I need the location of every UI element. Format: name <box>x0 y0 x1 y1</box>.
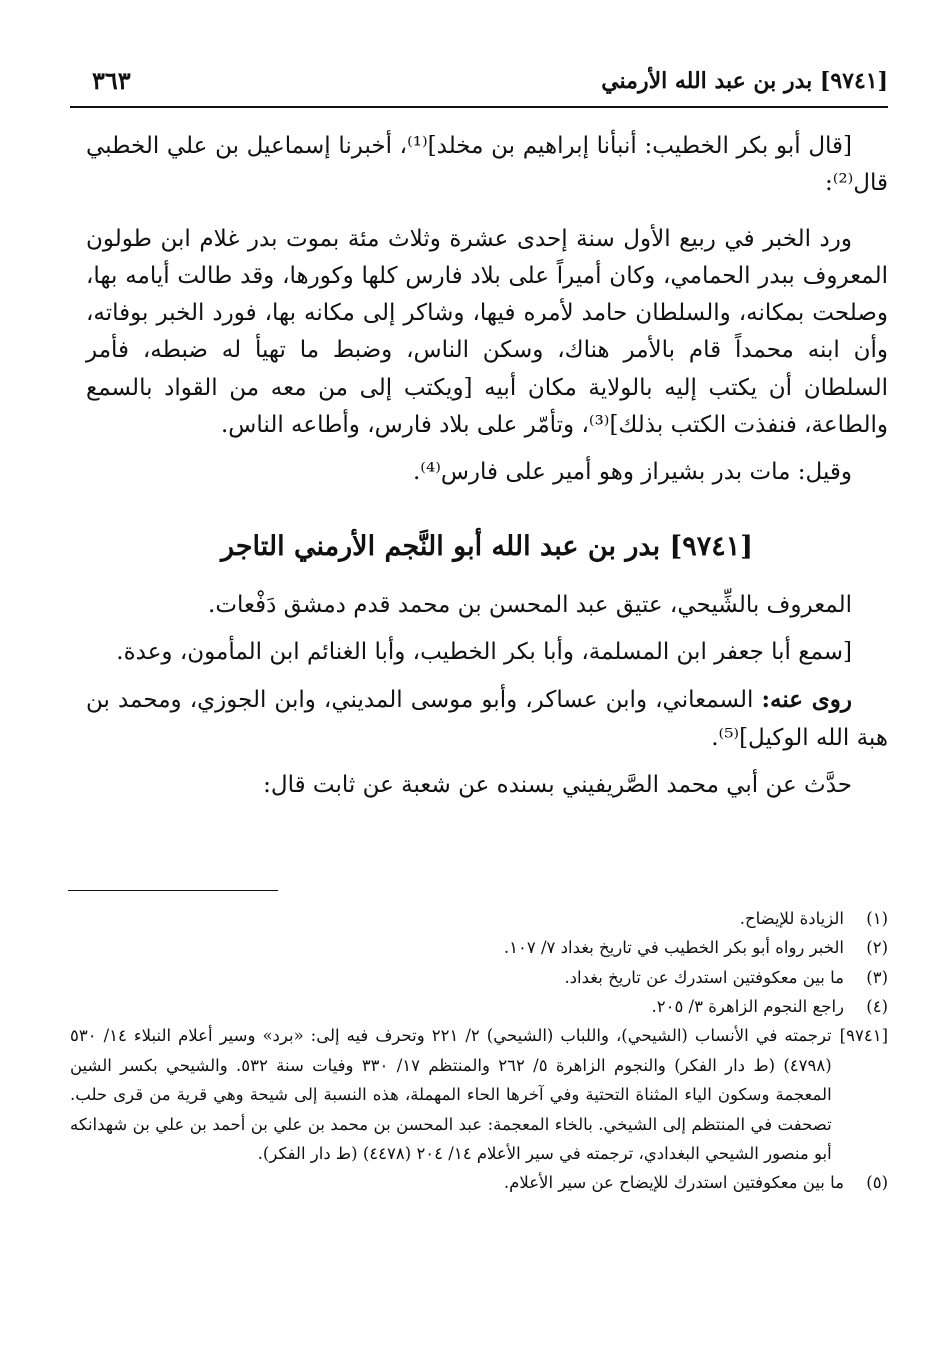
footnote-entry-id: [٩٧٤١] <box>839 1026 888 1046</box>
paragraph-khatib-isnad: [قال أبو بكر الخطيب: أنبأنا إبراهيم بن مخلد]⁽¹⁾، أخبرنا إسماعيل بن علي الخطبي قال⁽²⁾: <box>86 133 888 197</box>
paragraph-shiraz: وقيل: مات بدر بشيراز وهو أمير على فارس⁽⁴⁾. <box>413 459 852 485</box>
footnote-rule <box>68 890 278 891</box>
footnote-number: (٤) <box>866 997 888 1017</box>
footnote-number: (٣) <box>866 967 888 987</box>
running-header <box>70 64 888 108</box>
footnote-text: ما بين معكوفتين استدرك للإيضاح عن سير الأعلام. <box>503 1173 844 1193</box>
paragraph-heard-from: [سمع أبا جعفر ابن المسلمة، وأبا بكر الخطيب، وأبا الغنائم ابن المأمون، وعدة. <box>116 639 852 666</box>
narrated-by-text: السمعاني، وابن عساكر، وأبو موسى المديني، وابن الجوزي، ومحمد بن هبة الله الوكيل]⁽⁵⁾. <box>86 687 888 751</box>
entry-title: [٩٧٤١] بدر بن عبد الله أبو النَّجم الأرمني التاجر <box>220 531 754 563</box>
narrated-by-label: روى عنه: <box>761 686 852 714</box>
footnote-5 <box>70 1168 888 1197</box>
footnote-2 <box>70 933 888 962</box>
footnote-entry-9741 <box>70 1021 888 1168</box>
page-number: ٣٦٣ <box>92 66 131 95</box>
running-title: [٩٧٤١] بدر بن عبد الله الأرمني <box>601 68 888 94</box>
paragraph-known-as: المعروف بالشِّيحي، عتيق عبد المحسن بن محمد قدم دمشق دَفْعات. <box>208 591 852 618</box>
footnote-text: ترجمته في الأنساب (الشيحي)، واللباب (الشيحي) ٢/ ٢٢١ وتحرف فيه إلى: «برد» وسير أعلام النبلاء ١٤/ ٥٣٠ (٤٧٩٨) (ط دار الفكر) والنجوم الزاهرة ٥/ ٢٦٢ والمنتظم ١٧/ ٣٣٠ وفيات سنة ٥٣٢. والشيحي بكسر الشين المعجمة وسكون الياء المثناة التحتية وفي آخرها الحاء المهملة، هذه النسبة إلى شيحة وهي قرية من قرى حلب. تصحفت في المنتظم إلى الشيخي. بالخاء المعجمة: عبد المحسن بن محمد بن علي بن أحمد بن علي بن شهدانكه أبو منصور الشيحي البغدادي، ترجمته في سير الأعلام ١٤/ ٢٠٤ (٤٤٧٨) (ط دار الفكر). <box>70 1026 832 1163</box>
footnote-1 <box>70 904 888 933</box>
paragraph-hadith-chain: حدَّث عن أبي محمد الصَّريفيني بسنده عن شعبة عن ثابت قال: <box>263 771 852 798</box>
footnote-text: الزيادة للإيضاح. <box>739 909 844 928</box>
footnote-number: (٥) <box>866 1173 888 1193</box>
footnote-text: ما بين معكوفتين استدرك عن تاريخ بغداد. <box>564 967 844 987</box>
footnote-3 <box>70 963 888 992</box>
main-text <box>86 128 888 804</box>
footnote-number: (٢) <box>866 938 888 958</box>
footnote-text: الخبر رواه أبو بكر الخطيب في تاريخ بغداد ٧/ ١٠٧. <box>503 938 844 958</box>
footnote-4 <box>70 992 888 1021</box>
footnotes <box>70 904 888 1198</box>
paragraph-news-death: ورد الخبر في ربيع الأول سنة إحدى عشرة وثلاث مئة بموت بدر غلام ابن طولون المعروف ببدر الحمامي، وكان أميراً على بلاد فارس كلها وكورها، وقد طالت أيامه بها، وصلحت بمكانه، والسلطان حامد لأمره فيها، وشاكر إلى مكانه بها، فورد الخبر بوفاته، وأن ابنه محمداً قام بالأمر هناك، وسكن الناس، وضبط ما تهيأ له ضبطه، فأمر السلطان أن يكتب إليه بالولاية مكان أبيه [ويكتب إلى من معه من القواد بالسمع والطاعة، فنفذت الكتب بذلك]⁽³⁾، وتأمّر على بلاد فارس، وأطاعه الناس. <box>86 225 888 438</box>
footnote-text: راجع النجوم الزاهرة ٣/ ٢٠٥. <box>651 997 844 1017</box>
paragraph-narrated-by <box>86 681 888 757</box>
header-rule <box>70 106 888 108</box>
footnote-number: (١) <box>866 909 888 928</box>
